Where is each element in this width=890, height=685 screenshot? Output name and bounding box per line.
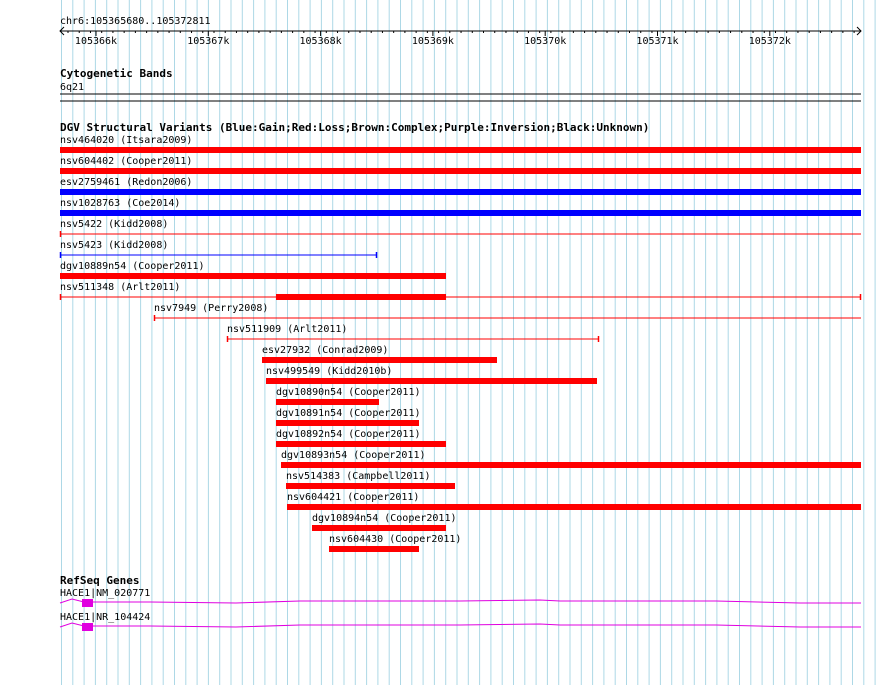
ruler-tick-label: 105368k [299, 36, 342, 47]
dgv-feature-label: nsv499549 (Kidd2010b) [266, 366, 393, 377]
dgv-feature-bar[interactable] [287, 504, 861, 510]
ruler [60, 16, 861, 47]
dgv-feature[interactable] [329, 534, 461, 552]
dgv-feature-label: nsv511348 (Arlt2011) [60, 282, 181, 293]
dgv-feature[interactable] [281, 450, 861, 468]
ruler-tick-label: 105372k [748, 36, 791, 47]
dgv-feature-bar[interactable] [281, 462, 861, 468]
location-label: chr6:105365680..105372811 [60, 16, 211, 27]
dgv-feature-label: esv27932 (Conrad2009) [262, 345, 389, 356]
dgv-feature-label: dgv10892n54 (Cooper2011) [276, 429, 421, 440]
dgv-feature[interactable] [60, 240, 377, 258]
dgv-feature[interactable] [60, 282, 861, 300]
refseq-gene-intron-line[interactable] [60, 623, 861, 627]
dgv-feature-label: dgv10894n54 (Cooper2011) [312, 513, 457, 524]
dgv-feature-label: nsv511909 (Arlt2011) [227, 324, 348, 335]
dgv-feature[interactable] [287, 492, 861, 510]
dgv-feature-bar[interactable] [60, 273, 446, 279]
refseq-gene-label: HACE1|NM_020771 [60, 588, 151, 599]
dgv-feature[interactable] [60, 198, 861, 216]
cytoband-label: 6q21 [60, 82, 85, 93]
ruler-tick-label: 105371k [636, 36, 679, 47]
dgv-feature[interactable] [60, 219, 861, 237]
dgv-feature-bar[interactable] [60, 147, 861, 153]
dgv-track [60, 121, 861, 552]
refseq-gene-exon[interactable] [82, 599, 93, 607]
dgv-feature-label: dgv10890n54 (Cooper2011) [276, 387, 421, 398]
dgv-feature-label: nsv1028763 (Coe2014) [60, 198, 181, 209]
dgv-feature-label: nsv464020 (Itsara2009) [60, 135, 193, 146]
dgv-feature-bar[interactable] [60, 210, 861, 216]
dgv-feature[interactable] [276, 387, 421, 405]
dgv-feature-bar[interactable] [286, 483, 455, 489]
dgv-feature-bar[interactable] [276, 399, 379, 405]
dgv-feature-bar[interactable] [262, 357, 497, 363]
dgv-feature-label: nsv7949 (Perry2008) [154, 303, 269, 314]
refseq-gene-exon[interactable] [82, 623, 93, 631]
ruler-tick-label: 105370k [524, 36, 567, 47]
dgv-feature-label: dgv10893n54 (Cooper2011) [281, 450, 426, 461]
dgv-feature-label: nsv514383 (Campbell2011) [286, 471, 431, 482]
dgv-feature[interactable] [312, 513, 457, 531]
dgv-feature-label: nsv604421 (Cooper2011) [287, 492, 420, 503]
dgv-track-title: DGV Structural Variants (Blue:Gain;Red:Loss;Brown:Complex;Purple:Inversion;Black:Unknown) [60, 121, 650, 134]
dgv-feature[interactable] [60, 177, 861, 195]
dgv-feature-label: dgv10889n54 (Cooper2011) [60, 261, 205, 272]
background-grid [62, 0, 876, 685]
refseq-gene[interactable] [60, 588, 861, 607]
dgv-features [60, 135, 861, 552]
refseq-track-title: RefSeq Genes [60, 574, 140, 587]
cytoband-track [60, 67, 861, 101]
dgv-feature-bar[interactable] [276, 294, 446, 300]
dgv-feature-bar[interactable] [312, 525, 446, 531]
dgv-feature-bar[interactable] [276, 420, 419, 426]
dgv-feature[interactable] [262, 345, 497, 363]
refseq-genes [60, 588, 861, 631]
dgv-feature[interactable] [60, 156, 861, 174]
dgv-feature-label: nsv5423 (Kidd2008) [60, 240, 169, 251]
dgv-feature[interactable] [286, 471, 455, 489]
dgv-feature-label: nsv5422 (Kidd2008) [60, 219, 169, 230]
refseq-gene[interactable] [60, 612, 861, 631]
dgv-feature[interactable] [154, 303, 861, 321]
dgv-feature[interactable] [227, 324, 599, 342]
dgv-feature-label: nsv604402 (Cooper2011) [60, 156, 193, 167]
dgv-feature[interactable] [60, 135, 861, 153]
ruler-tick-label: 105367k [187, 36, 230, 47]
dgv-feature-bar[interactable] [266, 378, 597, 384]
dgv-feature-bar[interactable] [60, 189, 861, 195]
ruler-tick-label: 105369k [411, 36, 454, 47]
dgv-feature-bar[interactable] [276, 441, 446, 447]
dgv-feature-label: esv2759461 (Redon2006) [60, 177, 193, 188]
refseq-gene-label: HACE1|NR_104424 [60, 612, 151, 623]
refseq-track [60, 574, 861, 631]
dgv-feature[interactable] [276, 408, 421, 426]
dgv-feature[interactable] [60, 261, 446, 279]
dgv-feature[interactable] [276, 429, 446, 447]
dgv-feature-bar[interactable] [60, 168, 861, 174]
cytoband-track-title: Cytogenetic Bands [60, 67, 173, 80]
dgv-feature-bar[interactable] [329, 546, 419, 552]
ruler-tick-label: 105366k [74, 36, 118, 47]
dgv-feature-label: nsv604430 (Cooper2011) [329, 534, 462, 545]
refseq-gene-intron-line[interactable] [60, 599, 861, 603]
dgv-feature-label: dgv10891n54 (Cooper2011) [276, 408, 421, 419]
